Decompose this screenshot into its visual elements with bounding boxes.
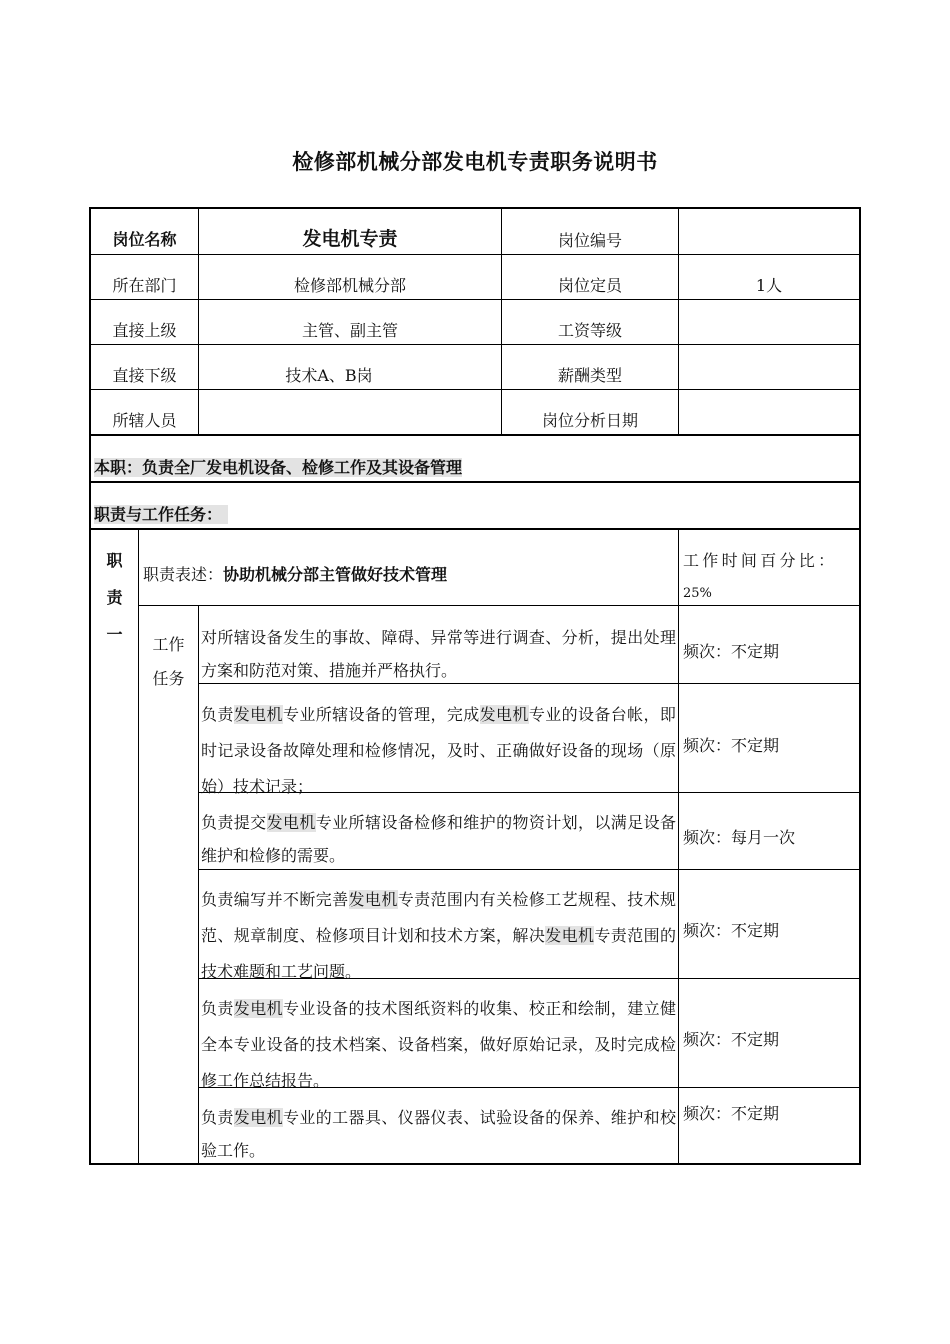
task-3-highlight-a: 发电机 — [266, 813, 316, 832]
task-5-text-b: 专业设备的技术图纸资料的收集、校正和绘制，建立健全本专业设备的技术档案、设备档案，做好原始记录，及时完成检修工作总结报告。 — [201, 999, 676, 1090]
table-border-left — [89, 207, 91, 1165]
task-2-text-b: 专业所辖设备的管理，完成 — [282, 705, 480, 724]
superior-label: 直接上级 — [112, 321, 177, 340]
staff-label: 所辖人员 — [112, 411, 177, 430]
time-percentage-value: 25% — [683, 586, 712, 601]
analysis-date-label: 岗位分析日期 — [541, 411, 638, 430]
duty-side-label — [91, 549, 138, 646]
task-2-highlight-a: 发电机 — [233, 705, 283, 724]
department-label: 所在部门 — [112, 276, 177, 295]
subordinate-label: 直接下级 — [112, 366, 177, 385]
task-label-line-2: 任务 — [152, 669, 185, 688]
task-5-text-a: 负责 — [201, 999, 234, 1018]
headcount-value: 1人 — [755, 276, 783, 295]
task-4-highlight-a: 发电机 — [348, 890, 398, 909]
task-4-text-a: 负责编写并不断完善 — [201, 890, 349, 909]
duties-heading-text: 职责与工作任务： — [94, 505, 228, 524]
task-4-highlight-b: 发电机 — [545, 926, 595, 945]
task-1 — [201, 621, 676, 687]
pay-type-label: 薪酬类型 — [557, 366, 622, 385]
salary-grade-label: 工资等级 — [557, 321, 622, 340]
task-label-line-1: 工作 — [152, 635, 185, 654]
task-6-text-b: 专业的工器具、仪器仪表、试验设备的保养、维护和校验工作。 — [201, 1108, 676, 1160]
department-value: 检修部机械分部 — [293, 276, 406, 295]
task-5-highlight-a: 发电机 — [233, 999, 283, 1018]
subordinate-value: 技术A、B岗 — [285, 366, 373, 385]
task-4 — [201, 882, 676, 990]
duty-description-label: 职责表述： — [143, 565, 224, 584]
position-no-label: 岗位编号 — [557, 231, 622, 250]
duty-description — [143, 565, 447, 585]
task-4-text-b: 专责范围内有关检修工艺规程、技术规范、规章制度、检修项目计划和技术方案，解决 — [201, 890, 676, 945]
task-3-text-a: 负责提交 — [201, 813, 267, 832]
task-label — [139, 628, 198, 696]
duties-heading — [94, 505, 228, 525]
duty-side-char-3: 一 — [106, 625, 123, 644]
task-2-frequency: 频次：不定期 — [683, 736, 780, 755]
document-title: 检修部机械分部发电机专责职务说明书 — [292, 150, 658, 174]
task-2-highlight-b: 发电机 — [479, 705, 529, 724]
core-duty-text: 本职：负责全厂发电机设备、检修工作及其设备管理 — [94, 458, 463, 477]
task-6-highlight-a: 发电机 — [233, 1108, 283, 1127]
table-border-top — [89, 207, 861, 209]
task-3-frequency: 频次：每月一次 — [683, 828, 796, 847]
task-3 — [201, 806, 676, 872]
position-name-label: 岗位名称 — [112, 230, 177, 249]
task-3-text-b: 专业所辖设备检修和维护的物资计划，以满足设备维护和检修的需要。 — [201, 813, 676, 865]
task-2 — [201, 697, 676, 805]
headcount-label: 岗位定员 — [557, 276, 622, 295]
task-2-text-a: 负责 — [201, 705, 234, 724]
duty-description-text: 协助机械分部主管做好技术管理 — [223, 565, 448, 584]
task-6 — [201, 1101, 676, 1167]
table-border-right — [859, 207, 861, 1165]
task-1-text: 对所辖设备发生的事故、障碍、异常等进行调查、分析，提出处理方案和防范对策、措施并严格执行。 — [201, 628, 676, 680]
time-percentage-label: 工作时间百分比： — [683, 551, 838, 570]
task-4-frequency: 频次：不定期 — [683, 921, 780, 940]
duty-side-char-2: 责 — [106, 588, 123, 607]
duty-side-char-1: 职 — [106, 551, 123, 570]
task-6-text-a: 负责 — [201, 1108, 234, 1127]
position-name-value: 发电机专责 — [302, 228, 398, 250]
task-5-frequency: 频次：不定期 — [683, 1030, 780, 1049]
task-5 — [201, 991, 676, 1099]
task-6-frequency: 频次：不定期 — [683, 1104, 780, 1123]
superior-value: 主管、副主管 — [301, 321, 398, 340]
core-duty — [94, 458, 462, 478]
task-4-text-c: 专责范围的技术难题和工艺问题。 — [201, 926, 676, 981]
task-2-text-c: 专业的设备台帐，即时记录设备故障处理和检修情况，及时、正确做好设备的现场（原始）技术记录； — [201, 705, 676, 796]
task-1-frequency: 频次：不定期 — [683, 642, 780, 661]
